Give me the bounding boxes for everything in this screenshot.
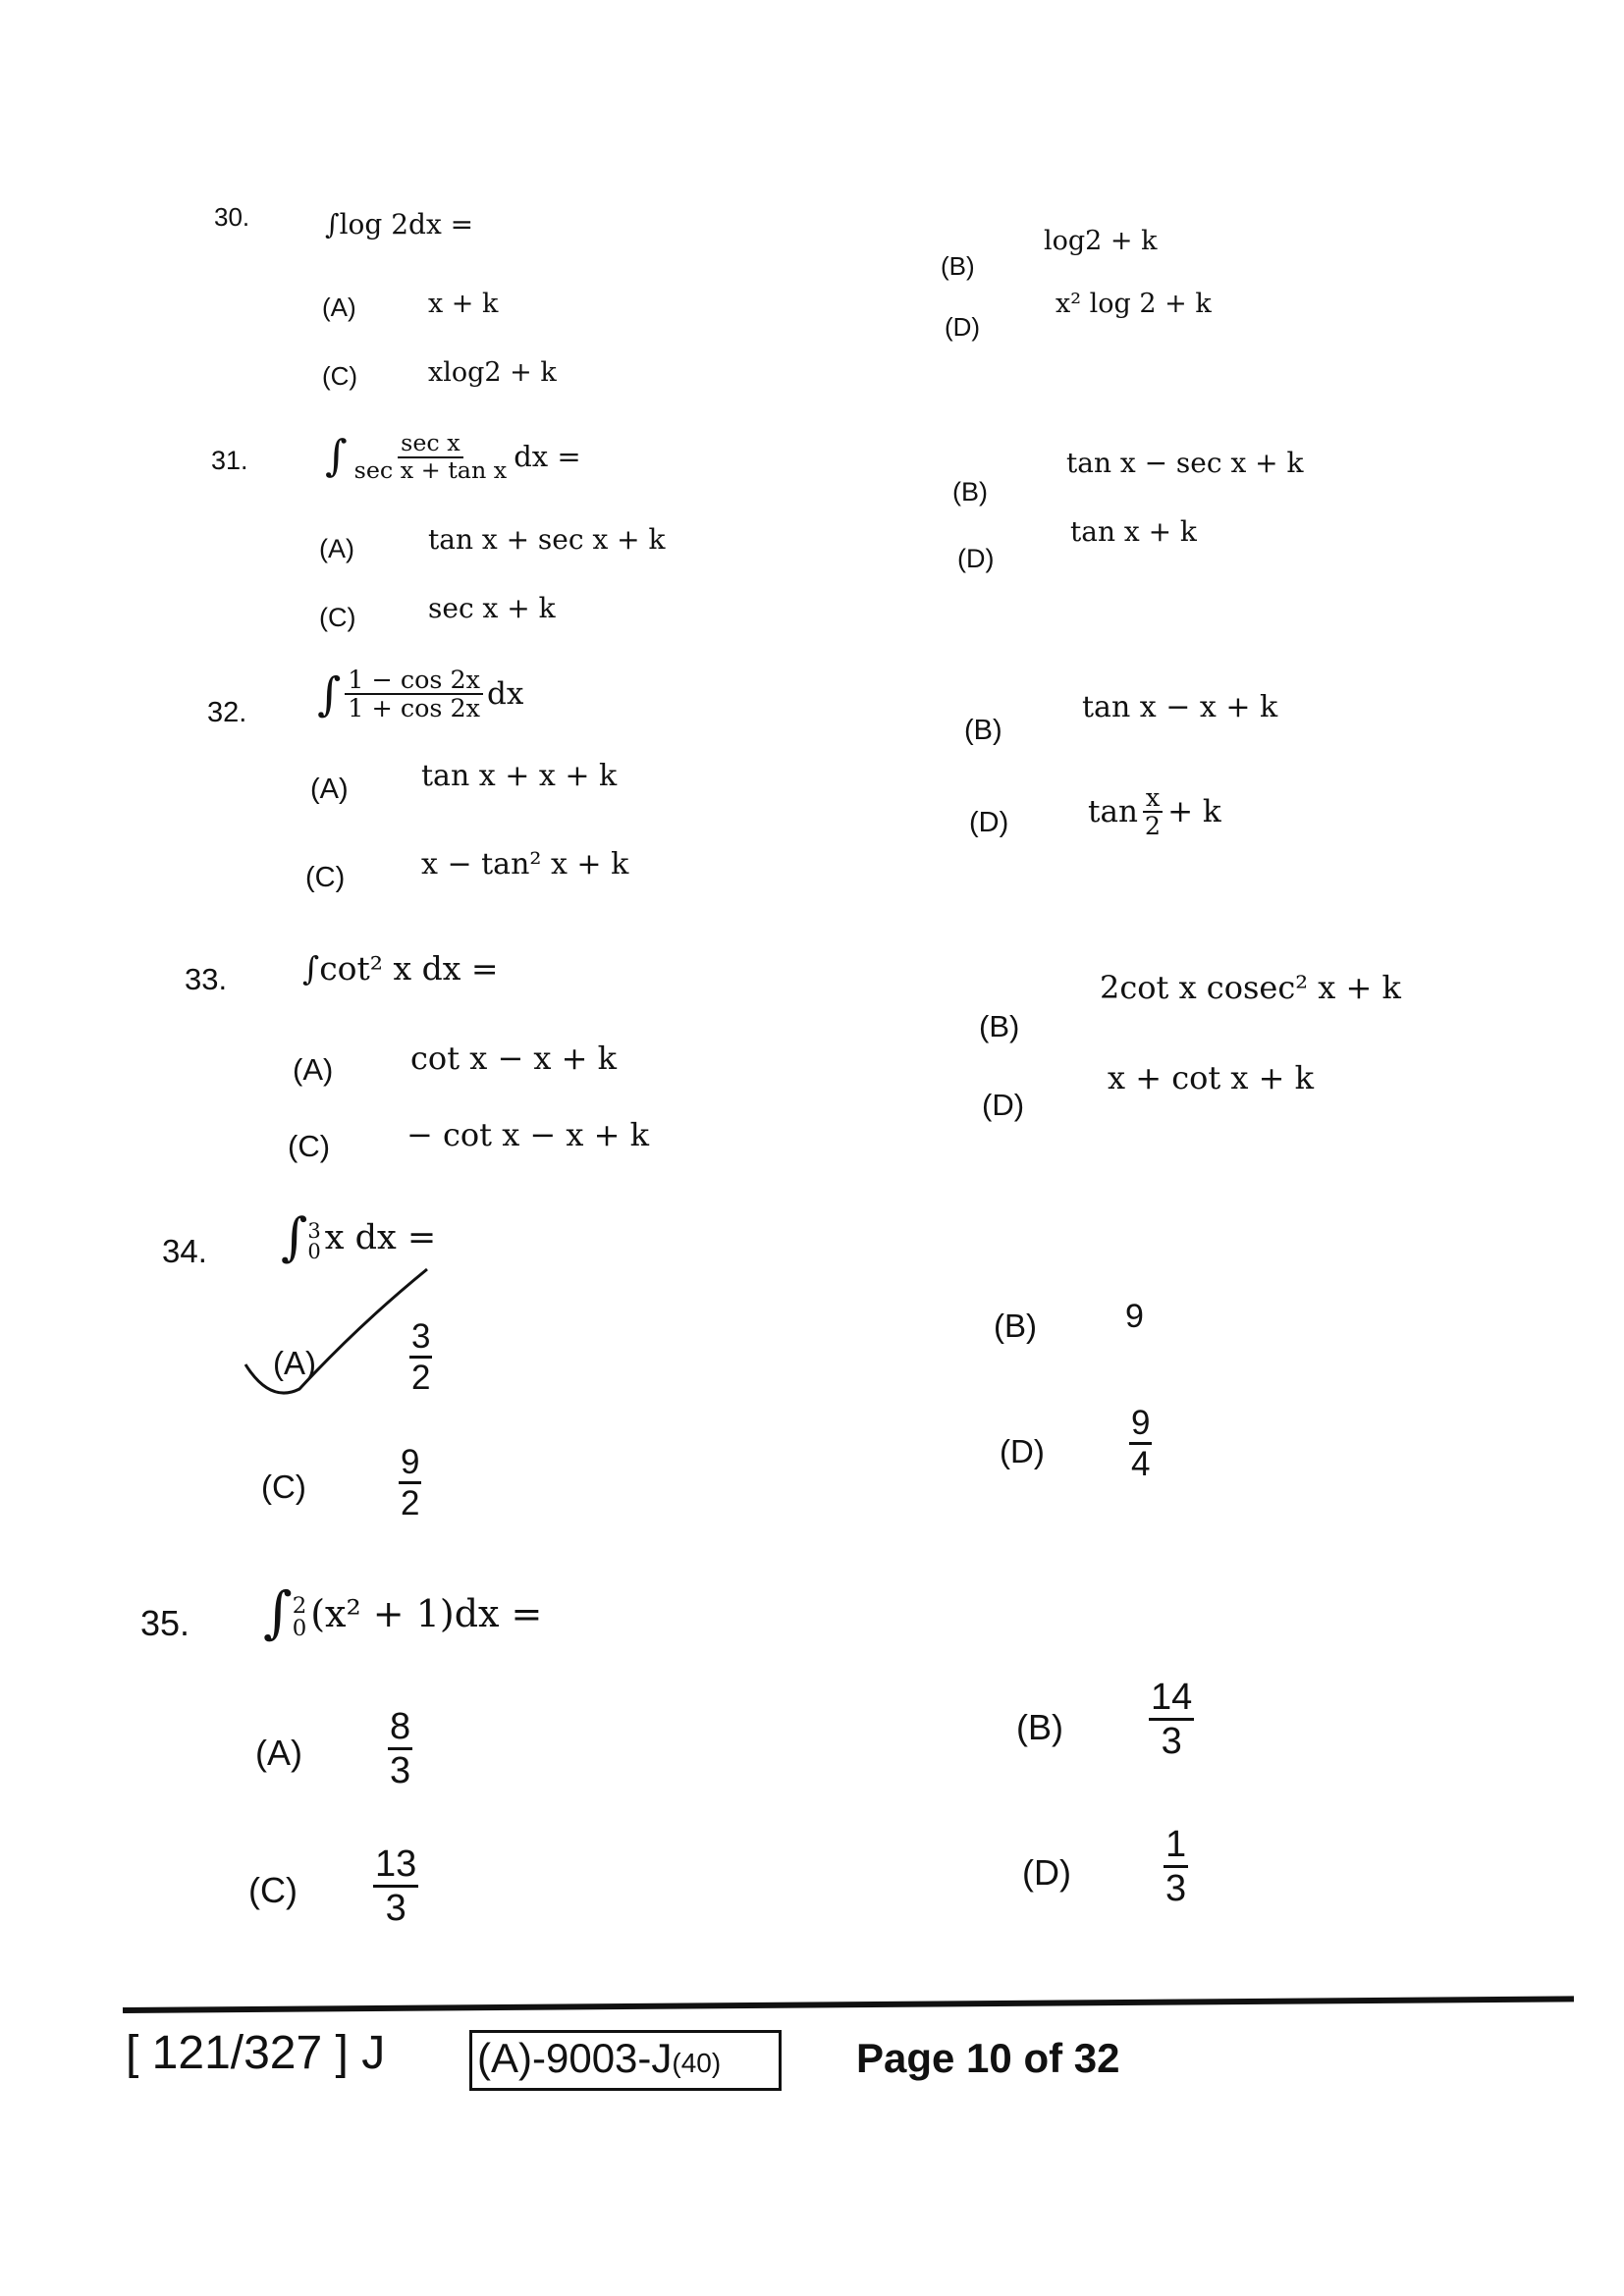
option-value: tan x + x + k: [421, 759, 618, 793]
question-number: 32.: [207, 697, 247, 728]
option-value: [1088, 782, 1221, 841]
denominator: 1 + cos 2x: [348, 693, 480, 723]
denominator: 3: [1165, 1868, 1187, 1909]
numerator: 9: [399, 1445, 421, 1484]
option-label: (D): [957, 544, 995, 573]
stem-suffix: dx =: [514, 440, 581, 474]
question-number: 33.: [185, 962, 228, 996]
option-value: [1129, 1406, 1152, 1481]
denominator: 3: [385, 1888, 406, 1929]
option-label: (C): [288, 1129, 331, 1163]
footer-series: [ 121/327 ] J: [126, 2027, 386, 2079]
numerator: 1: [1164, 1826, 1188, 1868]
numerator: 3: [409, 1319, 432, 1359]
option-label: (A): [319, 534, 354, 563]
integral-limits: [307, 1219, 321, 1264]
stem-fraction: [345, 667, 483, 721]
question-number: 34.: [162, 1233, 207, 1269]
upper-limit: 3: [307, 1219, 321, 1244]
option-value: cot x − x + k: [410, 1040, 618, 1077]
option-fraction: [1149, 1679, 1194, 1760]
question-stem: [302, 949, 499, 988]
footer-code-text: (A)-9003-J: [477, 2035, 673, 2081]
lower-limit: 0: [307, 1240, 321, 1264]
integrand: (x² + 1)dx =: [310, 1591, 543, 1635]
option-fraction: [1129, 1406, 1152, 1481]
stem-text: ∫log 2dx =: [325, 208, 474, 240]
denominator: 3: [1161, 1721, 1182, 1762]
option-value: [388, 1708, 412, 1789]
lower-limit: 0: [292, 1616, 307, 1642]
option-label: (C): [248, 1870, 298, 1910]
question-stem: [325, 208, 474, 240]
option-value: sec x + k: [428, 592, 556, 624]
question-number: 30.: [214, 202, 250, 232]
integral-sign-icon: ∫: [317, 667, 342, 721]
footer-code: [477, 2035, 722, 2081]
option-fraction: [399, 1445, 421, 1521]
option-label: (C): [305, 862, 346, 893]
denominator: 3: [390, 1750, 411, 1791]
page-number: Page 10 of 32: [856, 2035, 1120, 2081]
numerator: 8: [388, 1708, 412, 1750]
option-label: (A): [293, 1052, 334, 1087]
option-label: (A): [310, 774, 349, 805]
numerator: 13: [373, 1845, 418, 1888]
denominator: 4: [1131, 1445, 1151, 1483]
option-suffix: + k: [1167, 793, 1221, 829]
option-label: (B): [941, 251, 975, 281]
question-stem: [325, 429, 581, 484]
option-label: (B): [964, 715, 1002, 746]
option-fraction: [373, 1845, 418, 1927]
option-value: tan x + sec x + k: [428, 523, 666, 556]
option-value: x − tan² x + k: [421, 847, 629, 881]
option-value: − cot x − x + k: [406, 1116, 649, 1153]
option-value: xlog2 + k: [428, 357, 557, 388]
option-label: (D): [969, 807, 1009, 838]
integral-sign-icon: ∫: [325, 432, 348, 482]
option-label: (D): [1000, 1433, 1045, 1469]
numerator: 9: [1129, 1406, 1152, 1445]
footer-code-sub: (40): [672, 2048, 722, 2078]
option-fraction: [1164, 1826, 1188, 1907]
upper-limit: 2: [292, 1593, 307, 1620]
option-prefix: tan: [1088, 793, 1138, 829]
tick-mark-icon: [241, 1266, 437, 1414]
option-value: tan x − sec x + k: [1066, 447, 1304, 479]
numerator: sec x: [398, 432, 463, 458]
question-stem: [317, 667, 523, 721]
question-stem: [281, 1207, 437, 1267]
option-value: x + k: [428, 289, 499, 319]
denominator: 2: [1144, 811, 1162, 841]
option-value: [1149, 1679, 1194, 1760]
option-label: (B): [994, 1308, 1037, 1344]
option-label: (A): [255, 1733, 302, 1773]
option-value: x + cot x + k: [1108, 1059, 1315, 1096]
option-value: 2cot x cosec² x + k: [1100, 969, 1401, 1006]
integral-sign-icon: ∫: [263, 1580, 293, 1645]
numerator: 1 − cos 2x: [345, 667, 483, 695]
option-value: 9: [1125, 1298, 1144, 1335]
option-label: (C): [319, 603, 356, 632]
stem-text: ∫cot² x dx =: [302, 949, 499, 988]
integrand: x dx =: [324, 1217, 437, 1257]
stem-suffix: dx: [486, 675, 524, 712]
option-label: (D): [1022, 1852, 1071, 1893]
option-label: (B): [952, 477, 988, 507]
option-fraction: [1142, 782, 1164, 841]
question-number: 31.: [211, 446, 248, 475]
integral-sign-icon: ∫: [281, 1207, 308, 1267]
option-label: (D): [982, 1088, 1025, 1122]
option-value: x² log 2 + k: [1056, 289, 1212, 319]
option-label: (B): [979, 1009, 1020, 1043]
option-value: tan x − x + k: [1082, 690, 1278, 724]
denominator: 2: [411, 1359, 431, 1397]
option-value: [399, 1445, 421, 1521]
numerator: 14: [1149, 1679, 1194, 1721]
footer-rule: [123, 1996, 1574, 2013]
option-value: [373, 1845, 418, 1927]
stem-fraction: [352, 429, 511, 484]
question-stem: [263, 1580, 543, 1645]
option-value: tan x + k: [1070, 515, 1197, 548]
option-label: (C): [261, 1468, 306, 1505]
denominator: sec x + tan x: [353, 455, 508, 484]
integral-limits: [292, 1593, 307, 1642]
option-label: (A): [322, 293, 356, 322]
option-label: (D): [945, 312, 981, 342]
option-label: (B): [1016, 1707, 1063, 1747]
option-value: [1164, 1826, 1188, 1907]
option-label: (C): [322, 361, 358, 391]
option-label: (A): [273, 1345, 316, 1381]
option-value: log2 + k: [1044, 226, 1158, 256]
numerator: x: [1143, 785, 1163, 813]
option-fraction: [388, 1708, 412, 1789]
question-number: 35.: [140, 1603, 190, 1643]
denominator: 2: [401, 1484, 420, 1522]
